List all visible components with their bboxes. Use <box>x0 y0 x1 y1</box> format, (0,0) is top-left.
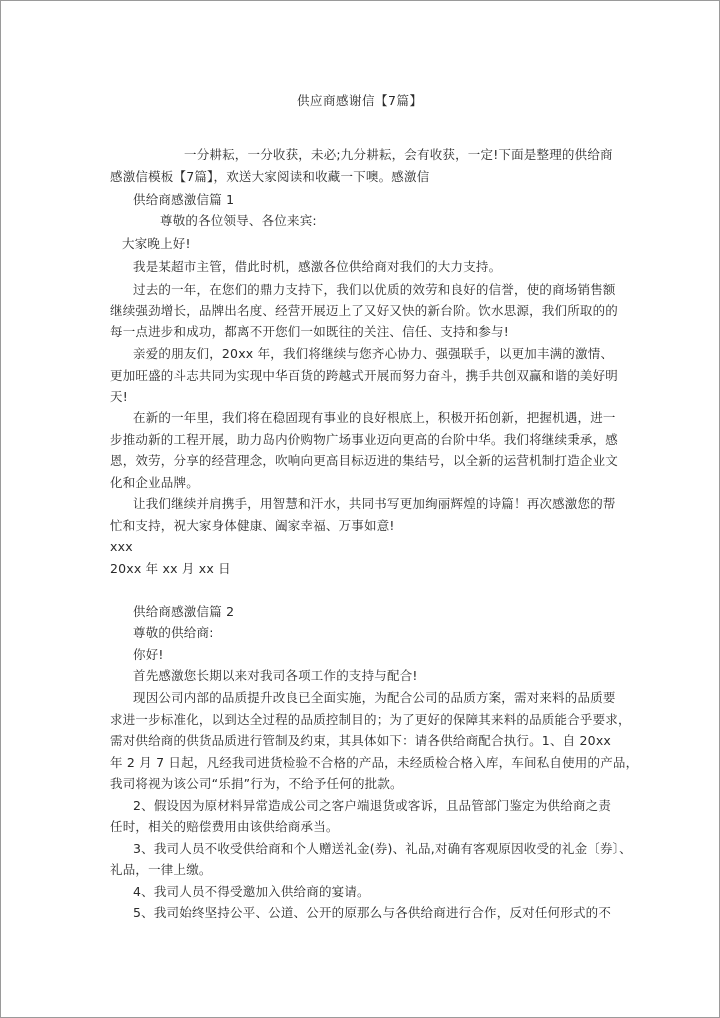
letter1-paragraph: 化和企业品牌。 <box>110 475 199 490</box>
letter1-paragraph: 在新的一年里，我们将在稳固现有事业的良好根底上，积极开拓创新，把握机遇，进一 <box>133 410 616 425</box>
letter2-salutation: 尊敬的供给商: <box>133 625 214 640</box>
letter1-paragraph: 恩，效劳，分享的经营理念，吹响向更高目标迈进的集结号，以全新的运营机制打造企业文 <box>110 453 619 468</box>
letter2-paragraph: 年 2 月 7 日起，凡经我司进货检验不合格的产品，未经质检合格入库，车间私自使用的产品， <box>110 755 639 770</box>
letter2-paragraph: 任时，相关的赔偿费用由该供给商承当。 <box>110 819 339 834</box>
letter2-paragraph: 2、假设因为原材料异常造成公司之客户端退货或客诉，且品管部门鉴定为供给商之责 <box>133 798 612 813</box>
letter2-heading: 供给商感激信篇 2 <box>133 604 235 619</box>
intro-line: 一分耕耘，一分收获，未必;九分耕耘，会有收获，一定!下面是整理的供给商 <box>184 147 613 162</box>
letter1-date: 20xx 年 xx 月 xx 日 <box>110 561 231 576</box>
letter2-paragraph: 需对供给商的供货品质进行管制及约束，其具体如下：请各供给商配合执行。1、自 20xx <box>110 733 612 748</box>
letter1-paragraph: 天! <box>110 389 128 404</box>
letter1-paragraph: 步推动新的工程开展，助力岛内价购物广场事业迈向更高的台阶中华。我们将继续秉承，感 <box>110 432 619 447</box>
letter2-paragraph: 3、我司人员不收受供给商和个人赠送礼金(券)、礼品,对确有客观原因收受的礼金〔券〕、 <box>133 841 632 856</box>
letter2-paragraph: 首先感激您长期以来对我司各项工作的支持与配合! <box>133 668 418 683</box>
letter1-paragraph: 更加旺盛的斗志共同为实现中华百货的跨越式开展而努力奋斗，携手共创双赢和谐的美好明 <box>110 368 619 383</box>
letter1-paragraph: 让我们继续并肩携手，用智慧和汗水，共同书写更加绚丽辉煌的诗篇！再次感激您的帮 <box>133 496 616 511</box>
letter2-paragraph: 我司将视为该公司“乐捐”行为，不给予任何的批款。 <box>110 776 403 791</box>
letter1-signature: xxx <box>110 539 133 554</box>
letter1-paragraph: 我是某超市主管，借此时机，感激各位供给商对我们的大力支持。 <box>133 259 502 274</box>
letter2-paragraph: 礼品，一律上缴。 <box>110 862 212 877</box>
intro-line: 感激信模板【7篇】，欢送大家阅读和收藏一下噢。感激信 <box>110 169 430 184</box>
letter2-paragraph: 4、我司人员不得受邀加入供给商的宴请。 <box>133 884 370 899</box>
letter1-paragraph: 亲爱的朋友们，20xx 年，我们将继续与您齐心协力、强强联手，以更加丰满的激情、 <box>133 346 614 361</box>
letter1-paragraph: 过去的一年，在您们的鼎力支持下，我们以优质的效劳和良好的信誉，使的商场销售额 <box>133 282 616 297</box>
letter2-paragraph: 求进一步标准化，以到达全过程的品质控制目的；为了更好的保障其来料的品质能合乎要求， <box>110 712 631 727</box>
letter1-paragraph: 每一点进步和成功，都离不开您们一如既往的关注、信任、支持和参与! <box>110 324 509 339</box>
letter1-salutation: 尊敬的各位领导、各位来宾: <box>160 213 317 228</box>
letter1-paragraph: 继续强劲增长，品牌出名度、经营开展迈上了又好又快的新台阶。饮水思源，我们所取的的 <box>110 303 619 318</box>
letter2-paragraph: 5、我司始终坚持公平、公道、公开的原那么与各供给商进行合作，反对任何形式的不 <box>133 905 612 920</box>
letter1-paragraph: 忙和支持，祝大家身体健康、阖家幸福、万事如意! <box>110 518 395 533</box>
letter2-greeting: 你好! <box>133 647 164 662</box>
letter1-heading: 供给商感激信篇 1 <box>133 192 235 207</box>
letter1-greeting: 大家晚上好! <box>122 236 191 251</box>
letter2-paragraph: 现因公司内部的品质提升改良已全面实施，为配合公司的品质方案，需对来料的品质要 <box>133 690 616 705</box>
document-title: 供应商感谢信【7篇】 <box>297 93 423 108</box>
